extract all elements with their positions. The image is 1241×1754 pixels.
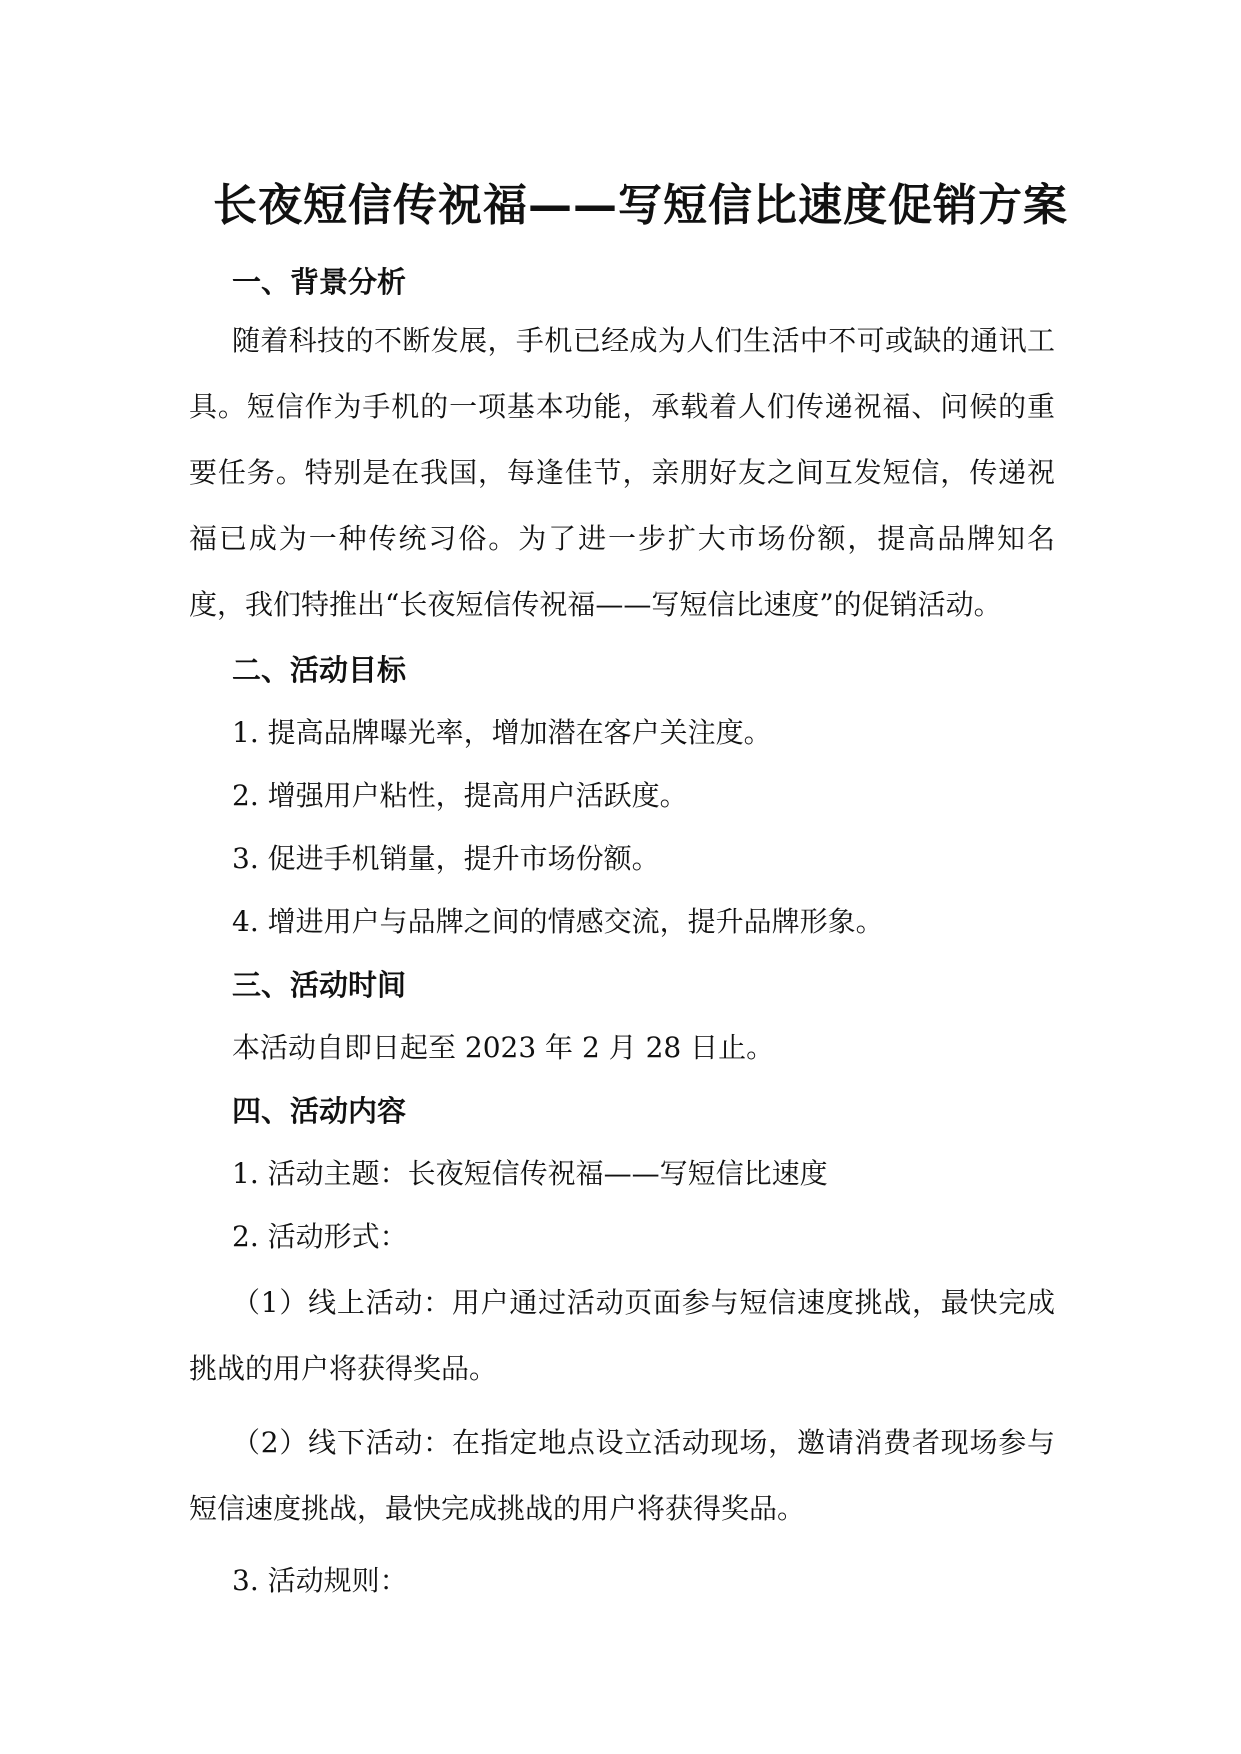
background-paragraph: 随着科技的不断发展，手机已经成为人们生活中不可或缺的通讯工具。短信作为手机的一项基本功能，承载着人们传递祝福、问候的重要任务。特别是在我国，每逢佳节，亲朋好友之间互发短信，传递祝福已成为一种传统习俗。为了进一步扩大市场份额，提高品牌知名度，我们特推出“长夜短信传祝福——写短信比速度”的促销活动。 (189, 324, 1055, 621)
content-offline-activity: （2）线下活动：在指定地点设立活动现场，邀请消费者现场参与短信速度挑战，最快完成挑战的用户将获得奖品。 (189, 1426, 1055, 1525)
goal-item-4: 4. 增进用户与品牌之间的情感交流，提升品牌形象。 (232, 905, 884, 938)
goal-item-1: 1. 提高品牌曝光率，增加潜在客户关注度。 (232, 716, 772, 749)
activity-time-text: 本活动自即日起至 2023 年 2 月 28 日止。 (232, 1031, 775, 1064)
section-heading-content: 四、活动内容 (232, 1094, 407, 1128)
content-rules-label: 3. 活动规则： (232, 1564, 408, 1597)
content-online-activity: （1）线上活动：用户通过活动页面参与短信速度挑战，最快完成挑战的用户将获得奖品。 (189, 1286, 1055, 1385)
goal-item-3: 3. 促进手机销量，提升市场份额。 (232, 842, 660, 875)
section-heading-time: 三、活动时间 (232, 968, 407, 1002)
section-heading-background: 一、背景分析 (232, 265, 407, 299)
content-theme: 1. 活动主题：长夜短信传祝福——写短信比速度 (232, 1157, 828, 1190)
document-title: 长夜短信传祝福——写短信比速度促销方案 (213, 180, 1068, 231)
content-form-label: 2. 活动形式： (232, 1220, 408, 1253)
goal-item-2: 2. 增强用户粘性，提高用户活跃度。 (232, 779, 688, 812)
section-heading-goals: 二、活动目标 (232, 653, 407, 687)
